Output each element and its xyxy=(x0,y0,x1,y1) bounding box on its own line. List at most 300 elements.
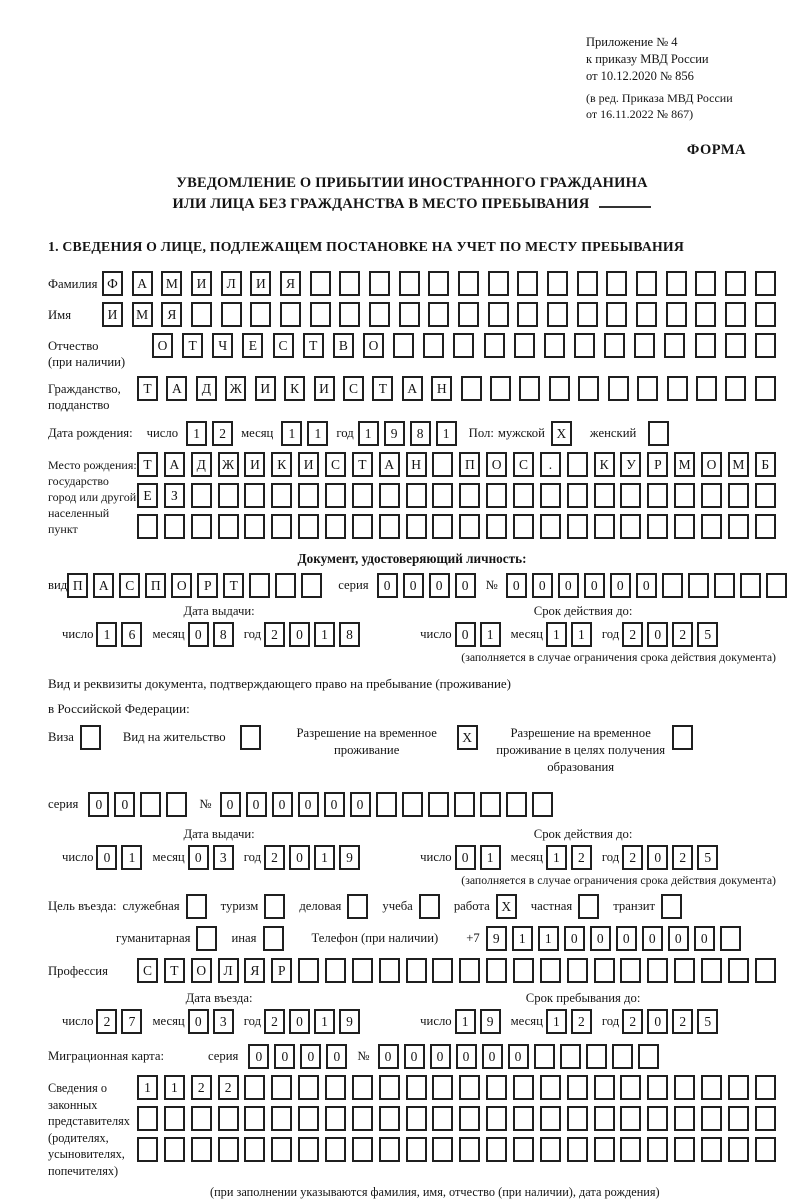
form-cell xyxy=(369,302,390,327)
form-cell: 1 xyxy=(546,622,567,647)
form-cell xyxy=(249,573,270,598)
form-cell xyxy=(695,333,716,358)
form-cell xyxy=(325,483,346,508)
form-cell xyxy=(517,302,538,327)
form-cell: 1 xyxy=(480,622,501,647)
residence-number-cells xyxy=(220,792,553,817)
form-cell xyxy=(432,1106,453,1131)
form-cell: Т xyxy=(372,376,393,401)
form-cell xyxy=(606,302,627,327)
form-cell: Б xyxy=(755,452,776,477)
form-cell xyxy=(647,1075,668,1100)
form-cell xyxy=(647,483,668,508)
form-cell xyxy=(534,1044,555,1069)
form-cell: 8 xyxy=(213,622,234,647)
form-cell xyxy=(428,792,449,817)
form-cell xyxy=(428,271,449,296)
phone-cells xyxy=(486,926,741,951)
form-cell: 1 xyxy=(314,622,335,647)
form-cell xyxy=(352,1075,373,1100)
form-cell xyxy=(577,302,598,327)
form-cell xyxy=(547,271,568,296)
form-cell xyxy=(755,1137,776,1162)
purpose-business-checkbox xyxy=(347,894,368,919)
form-cell: X xyxy=(457,725,478,750)
form-cell xyxy=(701,483,722,508)
issue-date-heading: Дата выдачи: xyxy=(183,604,255,618)
form-cell xyxy=(461,376,482,401)
form-cell: С xyxy=(273,333,294,358)
form-cell: 8 xyxy=(410,421,431,446)
sex-male-checkbox xyxy=(551,421,572,446)
form-cell xyxy=(636,302,657,327)
form-cell: 2 xyxy=(672,622,693,647)
form-cell: 5 xyxy=(697,622,718,647)
purpose-study-checkbox xyxy=(419,894,440,919)
form-cell xyxy=(540,1106,561,1131)
patronymic-label: Отчество (при наличии) xyxy=(48,339,126,369)
form-cell xyxy=(428,302,449,327)
form-cell: О xyxy=(191,958,212,983)
form-cell xyxy=(666,271,687,296)
form-cell xyxy=(647,1106,668,1131)
form-cell xyxy=(701,1075,722,1100)
form-cell xyxy=(80,725,101,750)
form-cell: О xyxy=(171,573,192,598)
form-cell xyxy=(406,1075,427,1100)
form-cell xyxy=(608,376,629,401)
sex-male-label: мужской xyxy=(497,426,545,440)
representatives-cells-row2 xyxy=(137,1106,776,1131)
form-cell xyxy=(755,483,776,508)
representatives-note: (при заполнении указываются фамилия, имя, отчество (при наличии), дата рождения) xyxy=(210,1185,660,1199)
form-cell xyxy=(490,376,511,401)
form-cell xyxy=(263,926,284,951)
form-cell xyxy=(191,514,212,539)
residence-series-cells xyxy=(88,792,187,817)
form-cell xyxy=(755,514,776,539)
form-cell xyxy=(218,1106,239,1131)
citizenship-cells xyxy=(137,376,776,401)
stay-day-cells xyxy=(455,1009,501,1034)
form-cell: 0 xyxy=(482,1044,503,1069)
form-cell xyxy=(647,514,668,539)
form-cell: X xyxy=(496,894,517,919)
form-cell: Л xyxy=(221,271,242,296)
form-cell xyxy=(419,894,440,919)
form-cell: 0 xyxy=(289,845,310,870)
form-cell xyxy=(352,958,373,983)
identity-doc-heading: Документ, удостоверяющий личность: xyxy=(297,551,527,566)
form-cell: 0 xyxy=(188,845,209,870)
form-cell xyxy=(166,792,187,817)
form-cell: Я xyxy=(244,958,265,983)
form-cell: 0 xyxy=(289,1009,310,1034)
form-cell: С xyxy=(325,452,346,477)
form-cell: 0 xyxy=(647,845,668,870)
form-cell: 0 xyxy=(558,573,579,598)
form-cell: И xyxy=(314,376,335,401)
purpose-transit-checkbox xyxy=(661,894,682,919)
form-cell xyxy=(298,1075,319,1100)
entry-day-cells xyxy=(96,1009,142,1034)
form-cell: 2 xyxy=(264,622,285,647)
form-cell: 1 xyxy=(281,421,302,446)
form-cell: 2 xyxy=(571,1009,592,1034)
form-cell xyxy=(310,271,331,296)
form-cell xyxy=(755,376,776,401)
birth-place-row xyxy=(48,452,776,545)
form-cell: А xyxy=(132,271,153,296)
form-cell: 0 xyxy=(298,792,319,817)
form-cell: 1 xyxy=(186,421,207,446)
birth-place-cells-row1 xyxy=(137,452,776,477)
form-cell xyxy=(459,1075,480,1100)
form-cell: 0 xyxy=(532,573,553,598)
form-cell xyxy=(379,483,400,508)
form-cell: 2 xyxy=(622,622,643,647)
form-cell: 5 xyxy=(697,1009,718,1034)
form-cell xyxy=(325,514,346,539)
issue-month-cells xyxy=(188,622,234,647)
form-cell xyxy=(186,894,207,919)
form-cell xyxy=(406,1106,427,1131)
form-cell xyxy=(547,302,568,327)
form-cell xyxy=(514,333,535,358)
form-cell: С xyxy=(513,452,534,477)
form-cell xyxy=(280,302,301,327)
form-cell xyxy=(480,792,501,817)
birth-year-cells xyxy=(358,421,457,446)
form-cell: 0 xyxy=(88,792,109,817)
birth-date-label: Дата рождения: xyxy=(48,426,133,440)
form-cell: К xyxy=(594,452,615,477)
form-cell: 0 xyxy=(694,926,715,951)
form-cell xyxy=(221,302,242,327)
form-cell xyxy=(191,1137,212,1162)
given-name-label: Имя xyxy=(48,308,72,322)
form-cell: 0 xyxy=(188,622,209,647)
form-cell xyxy=(755,333,776,358)
form-cell xyxy=(620,1106,641,1131)
surname-label: Фамилия xyxy=(48,277,98,291)
form-cell: 2 xyxy=(622,845,643,870)
purpose-tourism-label: туризм xyxy=(220,899,259,913)
birth-day-cells xyxy=(186,421,233,446)
form-cell: 1 xyxy=(96,622,117,647)
form-cell: П xyxy=(67,573,88,598)
form-cell: С xyxy=(137,958,158,983)
form-cell xyxy=(486,958,507,983)
form-cell: Т xyxy=(352,452,373,477)
form-cell xyxy=(137,1137,158,1162)
form-cell xyxy=(532,792,553,817)
form-cell xyxy=(459,1106,480,1131)
form-cell xyxy=(432,452,453,477)
phone-label: Телефон (при наличии) xyxy=(311,931,439,945)
form-cell xyxy=(612,1044,633,1069)
form-cell: А xyxy=(166,376,187,401)
form-cell: Ф xyxy=(102,271,123,296)
form-cell: Д xyxy=(196,376,217,401)
form-cell: 3 xyxy=(213,845,234,870)
form-cell xyxy=(137,514,158,539)
form-cell xyxy=(486,483,507,508)
form-cell xyxy=(725,302,746,327)
form-cell xyxy=(725,376,746,401)
form-cell: 0 xyxy=(403,573,424,598)
form-cell xyxy=(406,958,427,983)
form-cell: 2 xyxy=(672,1009,693,1034)
profession-row xyxy=(48,958,776,983)
form-cell xyxy=(674,1137,695,1162)
form-cell: 0 xyxy=(456,1044,477,1069)
profession-cells xyxy=(137,958,776,983)
form-cell xyxy=(486,1137,507,1162)
form-cell xyxy=(513,1075,534,1100)
form-cell: 0 xyxy=(455,845,476,870)
form-cell xyxy=(674,483,695,508)
purpose-humanitarian-label: гуманитарная xyxy=(116,931,191,945)
appendix-line: от 10.12.2020 № 856 xyxy=(586,69,694,83)
form-cell xyxy=(594,1137,615,1162)
form-cell xyxy=(250,302,271,327)
residence-expiry-year-cells xyxy=(622,845,718,870)
representatives-cells-row3 xyxy=(137,1137,776,1162)
form-cell xyxy=(755,302,776,327)
form-cell xyxy=(379,1106,400,1131)
form-cell: 2 xyxy=(264,845,285,870)
doc-kind-cells xyxy=(67,573,322,598)
appendix-reference xyxy=(586,34,776,122)
form-cell xyxy=(486,514,507,539)
form-cell: 0 xyxy=(324,792,345,817)
form-cell xyxy=(578,894,599,919)
entry-month-cells xyxy=(188,1009,234,1034)
form-cell xyxy=(218,483,239,508)
form-cell: 9 xyxy=(339,845,360,870)
form-cell: И xyxy=(250,271,271,296)
form-cell xyxy=(164,1137,185,1162)
stay-year-cells xyxy=(622,1009,718,1034)
form-cell: И xyxy=(244,452,265,477)
form-cell: 9 xyxy=(384,421,405,446)
form-cell: 7 xyxy=(121,1009,142,1034)
form-cell: Р xyxy=(647,452,668,477)
form-cell: 1 xyxy=(164,1075,185,1100)
residence-expiry-note: (заполняется в случае ограничения срока действия документа) xyxy=(461,873,776,887)
form-cell xyxy=(513,958,534,983)
form-cell: Т xyxy=(137,376,158,401)
purpose-transit-label: транзит xyxy=(613,899,656,913)
form-cell xyxy=(432,958,453,983)
representatives-label: Сведения о законных представителях (родителях, усыновителях, попечителях) xyxy=(48,1081,130,1178)
form-cell: Д xyxy=(191,452,212,477)
form-cell xyxy=(218,1137,239,1162)
form-cell: П xyxy=(145,573,166,598)
given-name-row xyxy=(48,302,776,327)
form-cell: 8 xyxy=(339,622,360,647)
purpose-official-label: служебная xyxy=(122,899,180,913)
doc-series-label: серия xyxy=(338,578,369,592)
form-cell xyxy=(540,514,561,539)
birth-month-cells xyxy=(281,421,328,446)
form-cell xyxy=(325,958,346,983)
sex-female-checkbox xyxy=(648,421,669,446)
form-cell xyxy=(540,1075,561,1100)
form-cell xyxy=(544,333,565,358)
identity-doc-kind-row xyxy=(48,573,776,598)
purpose-other-label: иная xyxy=(231,931,257,945)
form-cell: 2 xyxy=(571,845,592,870)
stay-until-heading: Срок пребывания до: xyxy=(525,991,641,1005)
option-temp-residence-education-label: Разрешение на временное проживание в целях получения образования xyxy=(496,726,666,774)
form-cell xyxy=(140,792,161,817)
form-cell xyxy=(325,1106,346,1131)
representatives-cells-row1 xyxy=(137,1075,776,1100)
form-cell: И xyxy=(191,271,212,296)
form-cell xyxy=(638,1044,659,1069)
form-cell: 0 xyxy=(610,573,631,598)
migration-series-cells xyxy=(248,1044,347,1069)
form-cell: 0 xyxy=(404,1044,425,1069)
form-cell xyxy=(271,1137,292,1162)
form-cell xyxy=(379,1075,400,1100)
form-cell xyxy=(664,333,685,358)
form-cell xyxy=(634,333,655,358)
form-title-line1: УВЕДОМЛЕНИЕ О ПРИБЫТИИ ИНОСТРАННОГО ГРАЖДАНИНА xyxy=(176,175,648,191)
form-cell xyxy=(728,1137,749,1162)
birth-date-row xyxy=(48,421,776,446)
form-cell: 1 xyxy=(314,1009,335,1034)
residence-doc-intro: Вид и реквизиты документа, подтверждающего право на пребывание (проживание) в Российской Федерации: xyxy=(48,676,512,716)
form-cell: М xyxy=(728,452,749,477)
form-cell: 2 xyxy=(191,1075,212,1100)
form-cell xyxy=(620,483,641,508)
form-cell xyxy=(379,1137,400,1162)
purpose-work-checkbox xyxy=(496,894,517,919)
form-cell: Р xyxy=(197,573,218,598)
form-cell: 0 xyxy=(590,926,611,951)
form-cell: О xyxy=(363,333,384,358)
form-cell: 0 xyxy=(647,622,668,647)
residence-doc-series-row xyxy=(48,792,776,817)
form-cell: Л xyxy=(218,958,239,983)
form-cell: 0 xyxy=(506,573,527,598)
form-cell: 0 xyxy=(455,622,476,647)
form-cell xyxy=(432,1075,453,1100)
form-cell xyxy=(728,1075,749,1100)
form-cell xyxy=(244,1137,265,1162)
form-cell xyxy=(513,514,534,539)
birth-place-cells-row2 xyxy=(137,483,776,508)
form-cell: И xyxy=(298,452,319,477)
form-cell: 0 xyxy=(300,1044,321,1069)
form-cell: Т xyxy=(182,333,203,358)
form-cell: 1 xyxy=(307,421,328,446)
form-cell xyxy=(399,302,420,327)
appendix-line: к приказу МВД России xyxy=(586,52,709,66)
form-cell xyxy=(244,1106,265,1131)
migration-series-label: серия xyxy=(208,1049,239,1063)
form-cell: 0 xyxy=(289,622,310,647)
form-cell xyxy=(720,926,741,951)
form-cell xyxy=(567,483,588,508)
expiry-date-heading: Срок действия до: xyxy=(533,604,633,618)
section1-heading: 1. СВЕДЕНИЯ О ЛИЦЕ, ПОДЛЕЖАЩЕМ ПОСТАНОВКЕ НА УЧЕТ ПО МЕСТУ ПРЕБЫВАНИЯ xyxy=(48,239,685,254)
birth-place-label: Место рождения: государство город или другой населенный пункт xyxy=(48,458,137,536)
residence-issue-month-cells xyxy=(188,845,234,870)
purpose-official-checkbox xyxy=(186,894,207,919)
form-cell xyxy=(560,1044,581,1069)
birth-month-label: месяц xyxy=(241,426,274,440)
form-cell xyxy=(352,1137,373,1162)
form-cell xyxy=(488,271,509,296)
form-cell: Т xyxy=(303,333,324,358)
form-cell xyxy=(519,376,540,401)
form-cell xyxy=(755,271,776,296)
form-cell xyxy=(244,1075,265,1100)
option-temp-residence-label: Разрешение на временное проживание xyxy=(296,726,437,757)
form-cell: М xyxy=(132,302,153,327)
form-cell: Ч xyxy=(212,333,233,358)
form-cell: Ж xyxy=(225,376,246,401)
entry-year-cells xyxy=(264,1009,360,1034)
form-cell xyxy=(725,271,746,296)
form-cell xyxy=(701,514,722,539)
appendix-revision-line: (в ред. Приказа МВД России xyxy=(586,91,733,105)
form-cell: 0 xyxy=(378,1044,399,1069)
form-cell: 6 xyxy=(121,622,142,647)
sex-female-label: женский xyxy=(589,426,637,440)
entry-stay-dates: Дата въезда: число 2 7 месяц 0 3 год 2 0 1 9 Срок пребывания до: число 1 9 месяц 1 2 год 2 0 2 5 xyxy=(48,991,776,1034)
purpose-work-label: работа xyxy=(453,899,490,913)
stay-month-cells xyxy=(546,1009,592,1034)
form-cell: 0 xyxy=(429,573,450,598)
form-cell xyxy=(674,958,695,983)
residence-issue-year-cells xyxy=(264,845,360,870)
representatives-row xyxy=(48,1075,776,1179)
form-cell: Я xyxy=(161,302,182,327)
form-cell: 9 xyxy=(486,926,507,951)
birth-place-cells-row3 xyxy=(137,514,776,539)
form-cell xyxy=(453,333,474,358)
option-residence-permit-label: Вид на жительство xyxy=(122,730,226,744)
form-cell xyxy=(298,958,319,983)
form-cell xyxy=(459,1137,480,1162)
form-cell xyxy=(298,1106,319,1131)
form-cell xyxy=(454,792,475,817)
entry-date-heading: Дата въезда: xyxy=(185,991,253,1005)
option-visa-checkbox xyxy=(80,725,101,750)
form-title-line2: ИЛИ ЛИЦА БЕЗ ГРАЖДАНСТВА В МЕСТО ПРЕБЫВАНИЯ xyxy=(48,194,776,215)
form-cell: 2 xyxy=(218,1075,239,1100)
option-temp-residence-checkbox xyxy=(457,725,478,750)
form-cell: 0 xyxy=(647,1009,668,1034)
expiry-month-cells xyxy=(546,622,592,647)
form-cell: 0 xyxy=(668,926,689,951)
form-cell: 0 xyxy=(455,573,476,598)
form-cell xyxy=(577,271,598,296)
form-cell: 0 xyxy=(430,1044,451,1069)
doc-number-label: № xyxy=(485,578,498,592)
citizenship-row xyxy=(48,376,776,413)
form-cell: 0 xyxy=(584,573,605,598)
form-cell xyxy=(459,514,480,539)
profession-label: Профессия xyxy=(48,964,108,978)
visit-purpose-row2 xyxy=(48,926,776,951)
form-cell xyxy=(672,725,693,750)
